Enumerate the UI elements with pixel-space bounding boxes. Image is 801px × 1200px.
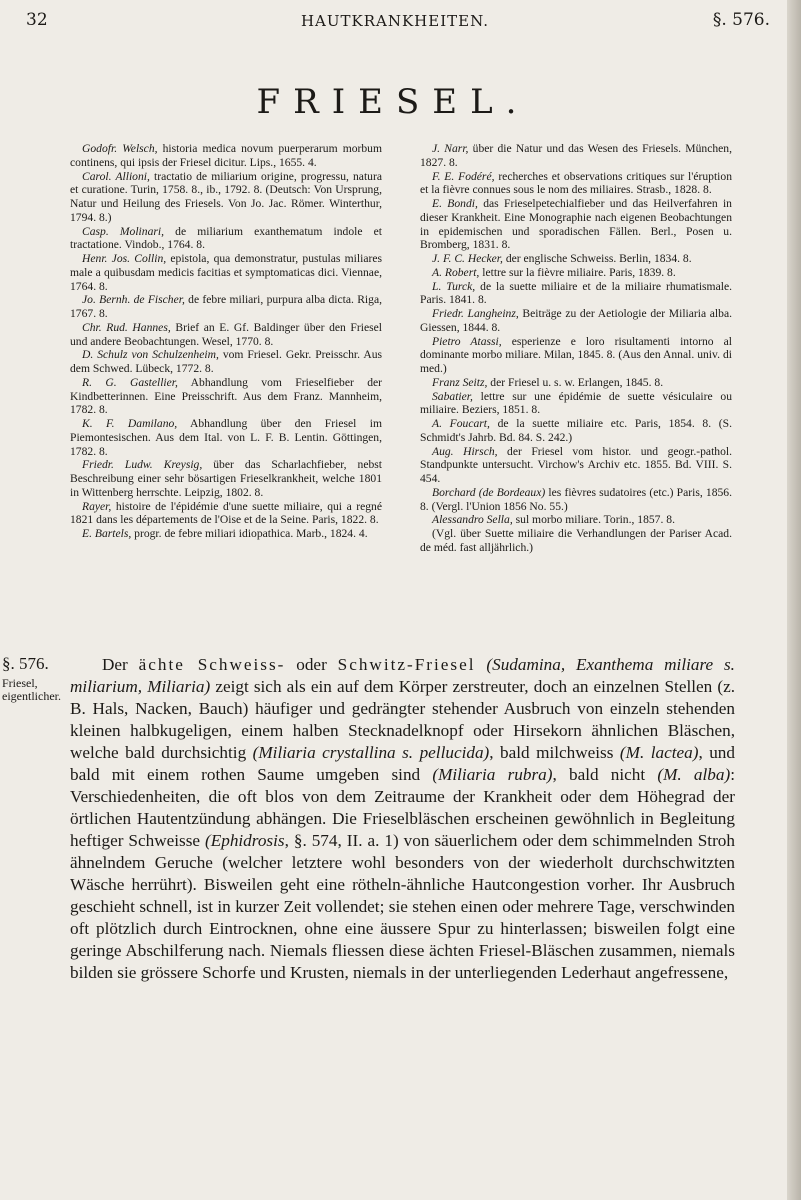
entry-text: de miliarium exanthematum indole et tractatione. Vindob., 1764. 8. (70, 224, 382, 252)
page-edge (787, 0, 801, 1200)
margin-note: Friesel, eigentlicher. (2, 676, 61, 703)
entry-author: A. Robert, (432, 265, 480, 279)
entry-text: histoire de l'épidémie d'une suette miliaire, qui a regné 1821 dans les départements de l'Oise et de la Seine. Paris, 1822. 8. (70, 499, 382, 527)
bibliography-entry (70, 348, 382, 376)
entry-text: epistola, qua demonstratur, pustulas miliares male a quibusdam medicis facitias et symptomaticas dici. Viennae, 1764. 8. (70, 252, 382, 293)
bibliography-entry (420, 170, 732, 198)
entry-text: der Friesel vom histor. und geogr.-pathol. Standpunkte untersucht. Virchow's Archiv etc. 1855. Bd. VIII. S. 454. (420, 444, 733, 485)
chapter-title: FRIESEL. (256, 82, 530, 122)
entry-author: Jo. Bernh. de Fischer, (82, 293, 185, 307)
running-header (20, 10, 770, 36)
running-title: HAUTKRANKHEITEN. (300, 12, 490, 30)
entry-text: der Friesel u. s. w. Erlangen, 1845. 8. (487, 375, 664, 389)
text-italic: (M. alba) (657, 765, 731, 784)
bibliography-entry (420, 390, 732, 418)
entry-author: Friedr. Langheinz, (432, 307, 519, 320)
entry-author: J. Narr, (432, 142, 469, 155)
text-run: , §. 574, II. a. 1) von säuerlichem oder dem schimmelnden Stroh ähnelndem Geruche (welcher letztere wohl besonders von der wiederholt durchschwitzten Wäsche herrührt). Bisweilen geht eine rötheln-ähnliche Hautcongestion vorher. Ihr Ausbruch geschieht schnell, ist in kurzer Zeit vollendet; sie stehen einen oder mehrere Tage, verschwinden oft plötzlich durch Eintrocknen, ohne eine äussere Spur zu hinterlassen; bisweilen folgt eine geringe Abschilferung nach. Niemals fliessen diese ächten Friesel-Bläschen zusammen, niemals bilden sie grössere Schorfe und Krusten, niemals in der unterliegenden Lederhaut angefressene, (70, 831, 735, 982)
text-run: , bald nicht (552, 765, 658, 784)
text-italic: (M. lactea) (619, 743, 699, 762)
bibliography-entry (70, 376, 382, 417)
entry-author: E. Bondi, (432, 197, 478, 210)
text-italic: (Sudamina, Exanthema miliare s. miliarium, Miliaria) (70, 655, 735, 696)
entry-author: Rayer, (82, 499, 112, 513)
entry-text: esperienze e loro risultamenti intorno al dominante morbo miliare. Milan, 1845. 8. (Aus den Annal. univ. di med.) (420, 334, 733, 375)
bibliography-entry (420, 142, 732, 170)
text-run: Der (102, 655, 139, 674)
entry-text: über die Natur und das Wesen des Friesels. München, 1827. 8. (420, 142, 732, 169)
text-run: , und bald mit einem rothen Saume umgeben sind (70, 743, 735, 784)
entry-author: A. Foucart, (432, 417, 490, 430)
entry-text: lettre sur la fièvre miliaire. Paris, 1839. 8. (479, 265, 676, 279)
bibliography-entry (420, 335, 732, 376)
entry-author: R. G. Gastellier, (82, 375, 178, 389)
entry-author: Friedr. Ludw. Kreysig, (82, 458, 203, 472)
bibliography-entry (70, 142, 382, 170)
entry-author: Alessandro Sella, (432, 513, 513, 527)
entry-text: Beiträge zu der Aetiologie der Miliaria alba. Giessen, 1844. 8. (420, 307, 732, 334)
bibliography-entry (420, 376, 732, 390)
text-run: : Verschiedenheiten, die oft blos von dem Zeitraume der Krankheit oder dem Höhegrad der örtlichen Hautentzündung abhängen. Die Frieselbläschen erscheinen gewöhnlich in Begleitung heftiger Schweisse (70, 765, 735, 850)
bibliography-entry (70, 225, 382, 253)
entry-text: de la suette miliaire et de la miliaire rhumatismale. Paris. 1841. 8. (420, 279, 732, 307)
entry-text: Brief an E. Gf. Baldinger über den Friesel und andere Beobachtungen. Wesel, 1770. 8. (70, 320, 382, 348)
bibliography-entry (70, 500, 382, 528)
bibliography-right (420, 142, 732, 555)
entry-text: de la suette miliaire etc. Paris, 1854. 8. (S. Schmidt's Jahrb. Bd. 84. S. 242.) (420, 417, 732, 444)
entry-author: K. F. Damilano, (82, 417, 178, 430)
text-italic: (Miliaria crystallina s. pellucida) (252, 743, 490, 762)
entry-text: (Vgl. über Suette miliaire die Verhandlungen der Pariser Acad. de méd. fast alljährlich.) (420, 527, 732, 554)
entry-author: J. F. C. Hecker, (432, 252, 503, 265)
entry-text: tractatio de miliarium origine, progressu, natura et curatione. Turin, 1758. 8., ib., 1792. 8. (Deutsch: Von Ursprung, Natur und Heilung des Friesels. Von Jo. Jac. Römer. Winterthur, 1794. 8.) (70, 169, 382, 224)
bibliography-entry (70, 170, 382, 225)
entry-author: Chr. Rud. Hannes, (82, 320, 171, 334)
entry-text: recherches et observations critiques sur l'éruption et la fièvre connues sous le nom des miliaires. Strasb., 1828. 8. (420, 169, 732, 197)
entry-author: Casp. Molinari, (82, 224, 165, 238)
entry-text: lettre sur une épidémie de suette vésiculaire ou miliaire. Beziers, 1851. 8. (420, 389, 732, 417)
text-spaced: ächte Schweiss- (138, 655, 286, 674)
entry-author: Pietro Atassi, (432, 334, 502, 348)
entry-author: Borchard (de Bordeaux) (432, 485, 546, 499)
entry-text: Abhandlung über den Friesel im Piemontesischen. Aus dem Ital. von L. F. B. Lentin. Göttingen, 1782. 8. (70, 417, 382, 458)
entry-text: de febre miliari, purpura alba dicta. Riga, 1767. 8. (70, 293, 382, 320)
bibliography-entry (420, 486, 732, 514)
entry-author: Sabatier, (432, 389, 473, 403)
bibliography-entry (70, 458, 382, 499)
text-run: zeigt sich als ein auf dem Körper zerstreuter, doch an einzelnen Stellen (z. B. Hals, Nacken, Bauch) häufiger und gedrängter stehender Ausbruch von einzeln stehenden kleinen halbkugeligen, einem halben Stecknadelknopf oder Hirsekorn ähnlichen Bläschen, welche bald durchsichtig (70, 677, 735, 762)
bibliography-entry (420, 280, 732, 308)
entry-text: der englische Schweiss. Berlin, 1834. 8. (502, 252, 692, 265)
header-section: §. 576. (712, 10, 770, 30)
main-text (70, 654, 735, 984)
entry-author: L. Turck, (432, 279, 476, 293)
bibliography-entry (420, 307, 732, 335)
main-paragraph (70, 654, 735, 984)
page-number: 32 (26, 10, 48, 30)
text-run: , bald milchweiss (489, 743, 620, 762)
entry-text: Abhandlung vom Frieselfieber der Kindbetterinnen. Eine Preisschrift. Aus dem Franz. Mannheim, 1782. 8. (70, 375, 383, 417)
entry-author: Carol. Allioni, (82, 169, 150, 183)
entry-author: Godofr. Welsch, (82, 142, 158, 155)
entry-text: vom Friesel. Gekr. Preisschr. Aus dem Schwed. Lübeck, 1772. 8. (70, 348, 382, 375)
entry-author: Franz Seitz, (432, 375, 488, 389)
bibliography-entry (70, 321, 382, 349)
bibliography-entry (70, 417, 382, 458)
entry-text: les fièvres sudatoires (etc.) Paris, 1856. 8. (Vergl. l'Union 1856 No. 55.) (420, 485, 732, 513)
text-run: oder (285, 655, 338, 674)
bibliography-entry (420, 445, 732, 486)
entry-author: D. Schulz von Schulzenheim, (82, 348, 219, 362)
bibliography-entry (70, 252, 382, 293)
bibliography-entry (420, 417, 732, 445)
bibliography-entry (420, 266, 732, 280)
margin-section: §. 576. (2, 654, 49, 673)
entry-text: historia medica novum puerperarum morbum continens, qui ipsis der Friesel dicitur. Lips., 1655. 4. (70, 142, 382, 169)
text-italic: (Ephidrosis (205, 831, 285, 850)
entry-author: F. E. Fodéré, (432, 169, 495, 183)
bibliography-entry (70, 293, 382, 321)
bibliography-entry (420, 252, 732, 266)
entry-text: progr. de febre miliari idiopathica. Marb., 1824. 4. (131, 527, 368, 540)
entry-text: das Frieselpetechialfieber und das Heilverfahren in dieser Krankheit. Eine Monographie nach eigenen Beobachtungen in epidemischen und sporadischen Fällen. Berl., Posen u. Bromberg, 1831. 8. (420, 197, 732, 252)
entry-author: Henr. Jos. Collin, (82, 252, 167, 265)
bibliography-left (70, 142, 382, 541)
text-spaced: Schwitz-Friesel (337, 655, 476, 674)
entry-text: sul morbo miliare. Torin., 1857. 8. (512, 513, 675, 527)
text-italic: (Miliaria rubra) (432, 765, 553, 784)
entry-text: über das Scharlachfieber, nebst Beschreibung einer sehr bösartigen Frieselkrankheit, welche 1801 in Wittenberg herrschte. Leipzig, 1802. 8. (70, 458, 382, 499)
bibliography-entry (420, 513, 732, 527)
bibliography-entry (420, 197, 732, 252)
entry-author: E. Bartels, (82, 527, 132, 540)
bibliography-entry (420, 527, 732, 555)
entry-author: Aug. Hirsch, (432, 444, 498, 458)
bibliography-entry (70, 527, 382, 541)
